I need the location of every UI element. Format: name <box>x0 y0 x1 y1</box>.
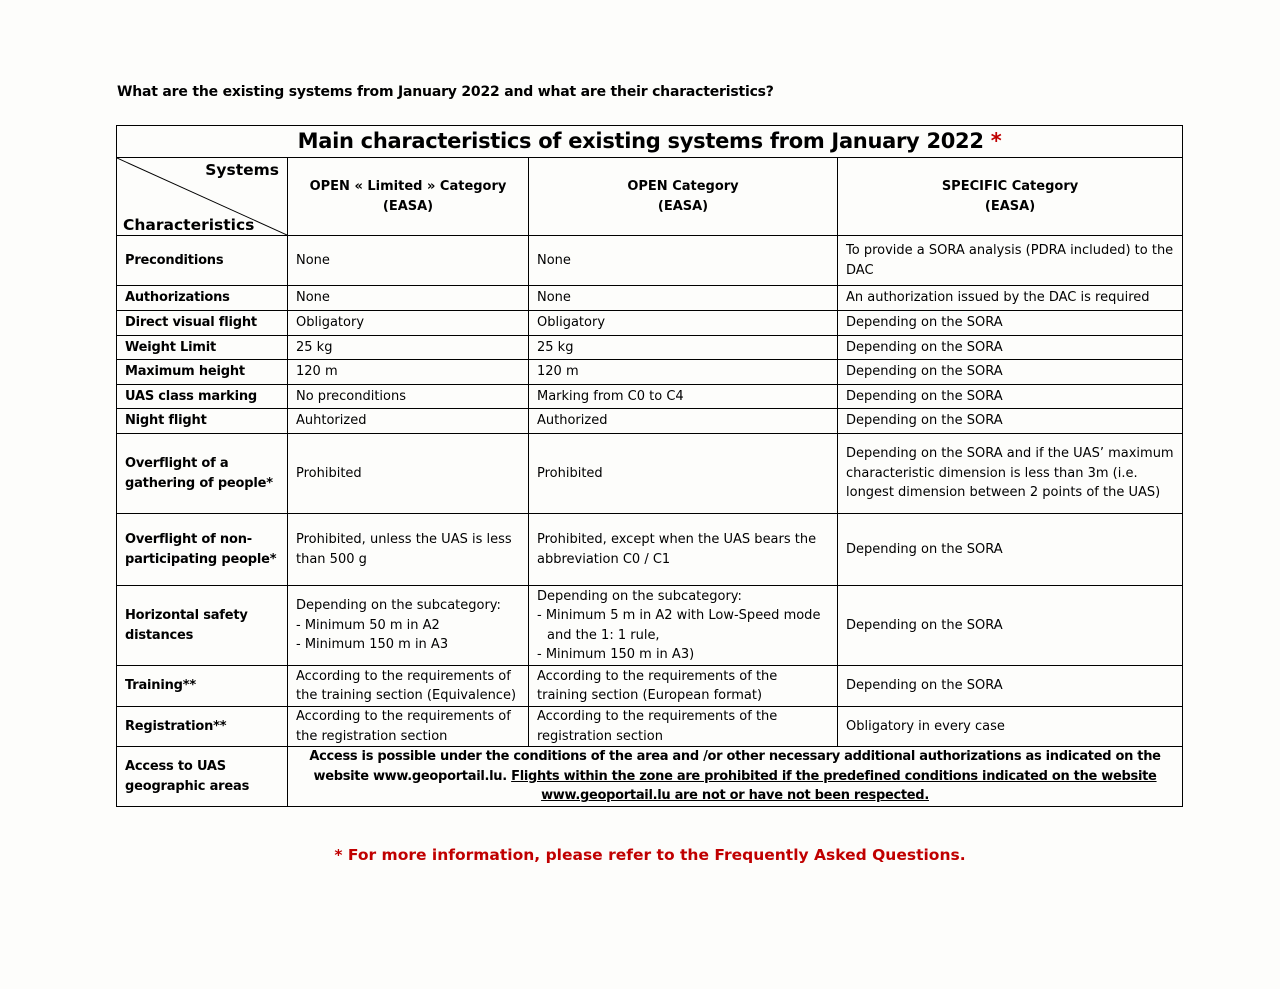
list-item-continuation: and the 1: 1 rule, <box>547 627 660 643</box>
cell-open: 25 kg <box>529 336 838 360</box>
cell-open-limited: 25 kg <box>288 336 529 360</box>
cell-open-limited: Auhtorized <box>288 409 529 434</box>
cell-specific: An authorization issued by the DAC is required <box>838 286 1183 311</box>
row-label: Access to UAS geographic areas <box>117 747 288 807</box>
cell-specific: Obligatory in every case <box>838 707 1183 747</box>
cell-specific: Depending on the SORA <box>838 360 1183 385</box>
row-label: Maximum height <box>117 360 288 385</box>
cell-specific: Depending on the SORA <box>838 409 1183 434</box>
cell-specific: Depending on the SORA <box>838 666 1183 707</box>
table-row-access <box>117 747 1183 807</box>
cell-open: According to the requirements of the registration section <box>529 707 838 747</box>
cell-open-limited: None <box>288 286 529 311</box>
table-row-registration <box>117 707 1183 747</box>
table-row-gathering <box>117 434 1183 514</box>
cell-open: 120 m <box>529 360 838 385</box>
row-label: Horizontal safety distances <box>117 586 288 666</box>
corner-characteristics-label: Characteristics <box>123 215 255 234</box>
cell-specific: Depending on the SORA <box>838 586 1183 666</box>
cell-specific: Depending on the SORA <box>838 311 1183 336</box>
cell-open: Marking from C0 to C4 <box>529 385 838 409</box>
list-item: - Minimum 150 m in A3) <box>537 647 695 662</box>
column-header-line1: OPEN « Limited » Category <box>309 179 507 194</box>
table-row-authorizations <box>117 286 1183 311</box>
column-header-line2: (EASA) <box>382 198 434 214</box>
row-label: Training** <box>117 666 288 707</box>
page-question: What are the existing systems from January 2022 and what are their characteristics? <box>117 84 774 100</box>
access-cell <box>288 747 1183 807</box>
cell-specific: Depending on the SORA <box>838 385 1183 409</box>
title-star: * <box>990 128 1002 153</box>
table-row-direct-visual <box>117 311 1183 336</box>
cell-open-limited: Prohibited, unless the UAS is less than 500 g <box>288 514 529 586</box>
list-item: - Minimum 50 m in A2 <box>296 617 440 633</box>
row-label: Authorizations <box>117 286 288 311</box>
row-label: Preconditions <box>117 236 288 286</box>
cell-open-limited: None <box>288 236 529 286</box>
cell-specific: Depending on the SORA and if the UAS’ maximum characteristic dimension is less than 3m (i.e. longest dimension between 2 points of the UAS) <box>838 434 1183 514</box>
row-label: UAS class marking <box>117 385 288 409</box>
column-header-line1: SPECIFIC Category <box>941 179 1079 194</box>
list-item: - Minimum 5 m in A2 with Low-Speed mode <box>537 608 821 623</box>
table-row-class-marking <box>117 385 1183 409</box>
row-label: Direct visual flight <box>117 311 288 336</box>
table-title-cell <box>117 126 1183 158</box>
column-header-line1: OPEN Category <box>627 179 739 194</box>
column-header-line2: (EASA) <box>657 198 709 214</box>
cell-open-limited: 120 m <box>288 360 529 385</box>
cell-specific: To provide a SORA analysis (PDRA included) to the DAC <box>838 236 1183 286</box>
cell-open <box>529 586 838 666</box>
cell-specific: Depending on the SORA <box>838 336 1183 360</box>
row-label: Overflight of non-participating people* <box>117 514 288 586</box>
column-header-line2: (EASA) <box>984 198 1036 214</box>
table-row-safety-distances <box>117 586 1183 666</box>
row-label: Night flight <box>117 409 288 434</box>
cell-open: Prohibited <box>529 434 838 514</box>
cell-open-limited <box>288 586 529 666</box>
cell-open: None <box>529 236 838 286</box>
table-row-training <box>117 666 1183 707</box>
table-row-weight <box>117 336 1183 360</box>
column-header-open <box>529 158 838 236</box>
table-row-non-participating <box>117 514 1183 586</box>
cell-open: None <box>529 286 838 311</box>
column-header-open-limited <box>288 158 529 236</box>
cell-open: Prohibited, except when the UAS bears the abbreviation C0 / C1 <box>529 514 838 586</box>
column-header-specific <box>838 158 1183 236</box>
characteristics-table <box>116 125 1183 807</box>
row-label: Registration** <box>117 707 288 747</box>
corner-systems-label: Systems <box>205 161 279 179</box>
cell-open-limited: According to the requirements of the training section (Equivalence) <box>288 666 529 707</box>
list-item: - Minimum 150 m in A3 <box>296 637 449 653</box>
cell-open-limited: According to the requirements of the registration section <box>288 707 529 747</box>
cell-open-limited: No preconditions <box>288 385 529 409</box>
access-text: Access is possible under the conditions of the area and /or other necessary additional authorizations as indicated on the website www.geoportail.lu. <box>309 749 1161 784</box>
cell-intro: Depending on the subcategory: <box>296 598 501 614</box>
cell-intro: Depending on the subcategory: <box>537 588 742 604</box>
cell-open-limited: Prohibited <box>288 434 529 514</box>
corner-header <box>117 158 288 236</box>
cell-open: Obligatory <box>529 311 838 336</box>
access-warning: Flights within the zone are prohibited if the predefined conditions indicated on the website www.geoportail.lu are not or have not been respected. <box>511 768 1157 804</box>
cell-open: Authorized <box>529 409 838 434</box>
table-title: Main characteristics of existing systems from January 2022 <box>297 128 984 153</box>
cell-specific: Depending on the SORA <box>838 514 1183 586</box>
table-row-preconditions <box>117 236 1183 286</box>
footnote: * For more information, please refer to the Frequently Asked Questions. <box>334 846 966 864</box>
row-label: Overflight of a gathering of people* <box>117 434 288 514</box>
cell-open-limited: Obligatory <box>288 311 529 336</box>
table-row-night <box>117 409 1183 434</box>
row-label: Weight Limit <box>117 336 288 360</box>
cell-open: According to the requirements of the training section (European format) <box>529 666 838 707</box>
table-row-height <box>117 360 1183 385</box>
